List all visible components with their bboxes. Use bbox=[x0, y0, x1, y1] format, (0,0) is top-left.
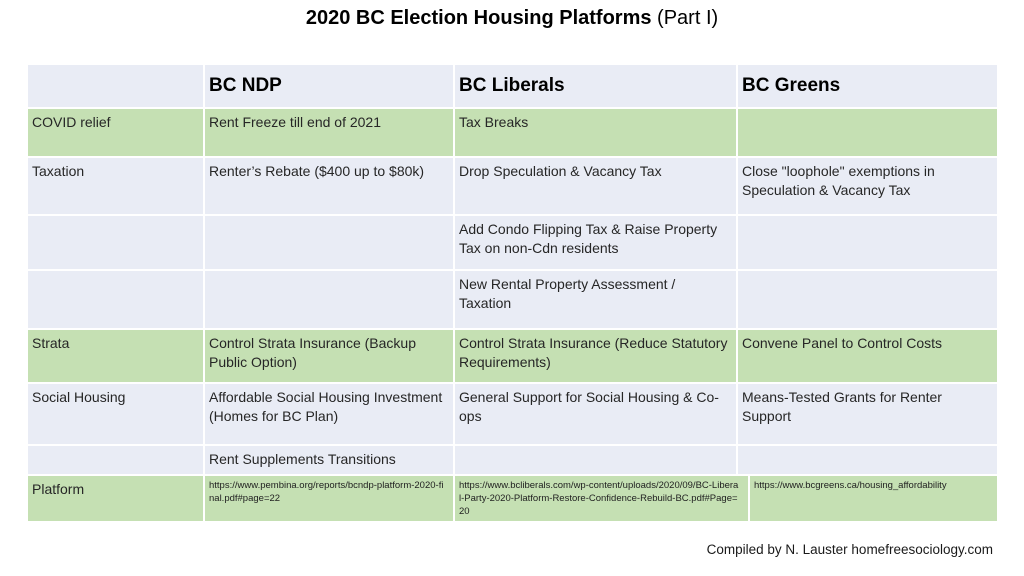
cell-covid-ndp: Rent Freeze till end of 2021 bbox=[205, 109, 453, 156]
header-cell-bc-greens: BC Greens bbox=[738, 65, 997, 107]
table-row-taxation-2 bbox=[28, 216, 997, 269]
page-title-main: 2020 BC Election Housing Platforms bbox=[305, 7, 652, 29]
row-label-covid-relief: COVID relief bbox=[28, 109, 203, 156]
row-label-rent-supplements bbox=[28, 446, 203, 474]
cell-covid-greens bbox=[738, 109, 997, 156]
cell-taxation3-liberals: New Rental Property Assessment / Taxation bbox=[455, 271, 736, 328]
header-cell-empty bbox=[28, 65, 203, 107]
table-row-rent-supplements bbox=[28, 446, 997, 474]
cell-rentsupp-liberals bbox=[455, 446, 736, 474]
row-label-taxation-3 bbox=[28, 271, 203, 328]
cell-social-ndp: Affordable Social Housing Investment (Homes for BC Plan) bbox=[205, 384, 453, 444]
platforms-table bbox=[28, 65, 997, 523]
row-label-platform: Platform bbox=[28, 476, 203, 521]
table-row-taxation bbox=[28, 158, 997, 214]
cell-taxation-liberals: Drop Speculation & Vacancy Tax bbox=[455, 158, 736, 214]
table-row-taxation-3 bbox=[28, 271, 997, 328]
cell-taxation2-liberals: Add Condo Flipping Tax & Raise Property Tax on non-Cdn residents bbox=[455, 216, 736, 269]
cell-taxation2-ndp bbox=[205, 216, 453, 269]
credit-line: Compiled by N. Lauster homefreesociology.com bbox=[706, 542, 993, 557]
table-header-row bbox=[28, 65, 997, 107]
table-row-platform bbox=[28, 476, 997, 521]
cell-rentsupp-greens bbox=[738, 446, 997, 474]
cell-social-liberals: General Support for Social Housing & Co-ops bbox=[455, 384, 736, 444]
row-label-taxation: Taxation bbox=[28, 158, 203, 214]
cell-strata-ndp: Control Strata Insurance (Backup Public Option) bbox=[205, 330, 453, 382]
row-label-strata: Strata bbox=[28, 330, 203, 382]
cell-taxation-ndp: Renter’s Rebate ($400 up to $80k) bbox=[205, 158, 453, 214]
cell-covid-liberals: Tax Breaks bbox=[455, 109, 736, 156]
cell-social-greens: Means-Tested Grants for Renter Support bbox=[738, 384, 997, 444]
cell-rentsupp-ndp: Rent Supplements Transitions bbox=[205, 446, 453, 474]
table-row-strata bbox=[28, 330, 997, 382]
table-row-social-housing bbox=[28, 384, 997, 444]
cell-taxation-greens: Close "loophole" exemptions in Speculation & Vacancy Tax bbox=[738, 158, 997, 214]
header-cell-bc-liberals: BC Liberals bbox=[455, 65, 736, 107]
cell-taxation3-greens bbox=[738, 271, 997, 328]
cell-strata-liberals: Control Strata Insurance (Reduce Statutory Requirements) bbox=[455, 330, 736, 382]
cell-strata-greens: Convene Panel to Control Costs bbox=[738, 330, 997, 382]
platform-url-ndp: https://www.pembina.org/reports/bcndp-platform-2020-final.pdf#page=22 bbox=[205, 476, 453, 521]
platform-url-liberals: https://www.bcliberals.com/wp-content/uploads/2020/09/BC-Liberal-Party-2020-Platform-Restore-Confidence-Rebuild-BC.pdf#Page=20 bbox=[455, 476, 748, 521]
page-title bbox=[0, 7, 1024, 30]
cell-taxation2-greens bbox=[738, 216, 997, 269]
platform-url-greens: https://www.bcgreens.ca/housing_affordability bbox=[750, 476, 997, 521]
cell-taxation3-ndp bbox=[205, 271, 453, 328]
row-label-social-housing: Social Housing bbox=[28, 384, 203, 444]
table-row-covid-relief bbox=[28, 109, 997, 156]
header-cell-bc-ndp: BC NDP bbox=[205, 65, 453, 107]
row-label-taxation-2 bbox=[28, 216, 203, 269]
page-title-suffix: (Part I) bbox=[651, 7, 719, 29]
